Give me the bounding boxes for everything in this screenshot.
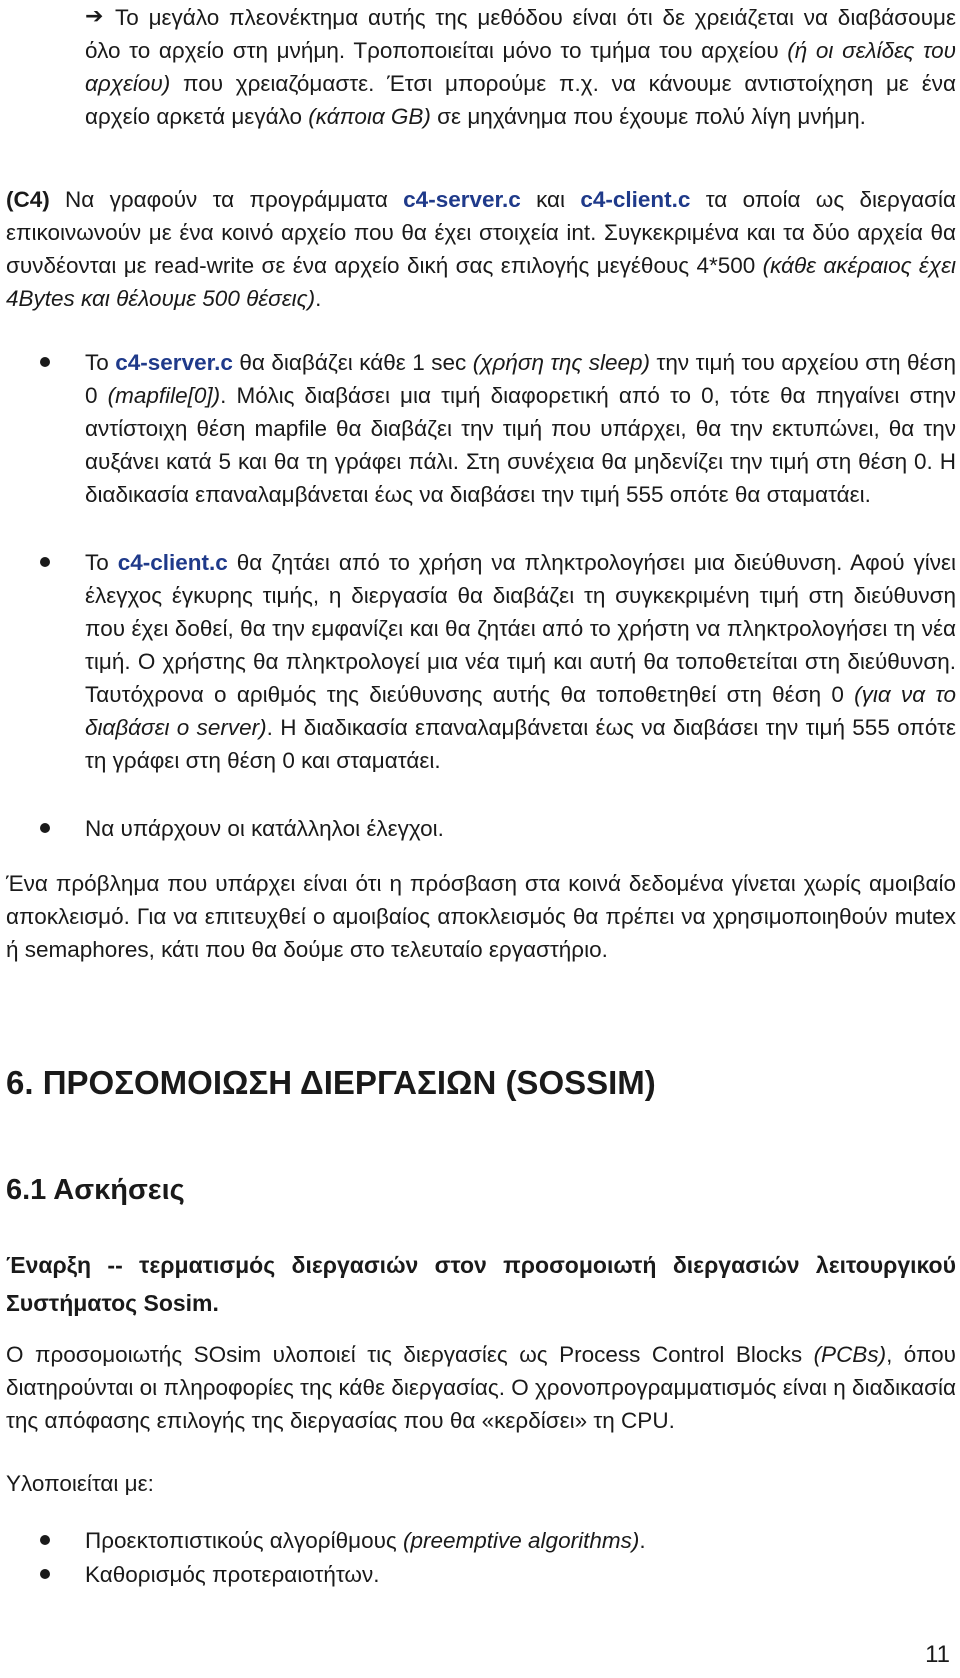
bullet-dot [40, 1569, 50, 1579]
page-number: 11 [925, 1641, 950, 1668]
list-item-preemptive: Προεκτοπιστικούς αλγορίθμους (preemptive algorithms). [85, 1528, 646, 1553]
bullet-dot [40, 823, 50, 833]
list-item-client: Το c4-client.c θα ζητάει από το χρήση να πληκτρολογήσει μια διεύθυνση. Αφού γίνει έλεγχος έγκυρης τιμής, η διεργασία θα διαβάζει τη συγκεκριμένη τιμή στη διεύθυνση που έχει δοθεί, θα την εμφανίζει και θα ζητάει από το χρήστη να πληκτρολογήσει τη νέα τιμή. Ο χρήστης θα πληκτρολογεί μια νέα τιμή και αυτή θα τοποθετείται στη διεύθυνση. Ταυτόχρονα ο αριθμός της διεύθυνσης αυτής θα τοποθετηθεί στη θέση 0 (για να το διαβάσει ο server). Η διαδικασία επαναλαμβάνεται έως να διαβάσει την τιμή 555 οπότε τη γράφει στη θέση 0 και σταματάει. [85, 550, 956, 773]
c4-exercise-paragraph: (C4) Να γραφούν τα προγράμματα c4-server.c και c4-client.c τα οποία ως διεργασία επικοινωνούν με ένα κοινό αρχείο που θα έχει στοιχεία int. Συγκεκριμένα και τα δύο αρχεία θα συνδέονται με read-write σε ένα αρχείο δική σας επιλογής μεγέθους 4*500 (κάθε ακέραιος έχει 4Bytes και θέλουμε 500 θέσεις). [6, 187, 957, 311]
list-item-server: Το c4-server.c θα διαβάζει κάθε 1 sec (χρήση της sleep) την τιμή του αρχείου στη θέση 0 (mapfile[0]). Μόλις διαβάσει μια τιμή διαφορετική από το 0, τότε θα πηγαίνει στην αντίστοιχη θέση mapfile θα διαβάζει την τιμή που υπάρχει, θα την εκτυπώνει, θα την αυξάνει κατά 5 και θα τη γράφει πάλι. Στη συνέχεια θα μηδενίζει την τιμή στη θέση 0. Η διαδικασία επαναλαμβάνεται έως να διαβάσει την τιμή 555 οπότε θα σταματάει. [85, 350, 956, 507]
bullet-dot [40, 557, 50, 567]
mutual-exclusion-paragraph: Ένα πρόβλημα που υπάρχει είναι ότι η πρόσβαση στα κοινά δεδομένα γίνεται χωρίς αμοιβαίο αποκλεισμό. Για να επιτευχθεί ο αμοιβαίος αποκλεισμός θα πρέπει να χρησιμοποιηθούν mutex ή semaphores, κάτι που θα δούμε στο τελευταίο εργαστήριο. [6, 871, 956, 962]
arrow-paragraph [0, 0, 960, 200]
exercise-heading: Έναρξη -- τερματισμός διεργασιών στον προσομοιωτή διεργασιών λειτουργικού Συστήματος Sosim. [6, 1252, 956, 1316]
sosim-paragraph: Ο προσομοιωτής SOsim υλοποιεί τις διεργασίες ως Process Control Blocks (PCBs), όπου διατηρούνται οι πληροφορίες της κάθε διεργασίας. Ο χρονοπρογραμματισμός είναι η διαδικασία της απόφασης επιλογής της διεργασίας που θα «κερδίσει» τη CPU. [6, 1342, 956, 1433]
exercise-label: (C4) [6, 187, 50, 212]
bullet-dot [40, 1535, 50, 1545]
client-filename: c4-client.c [580, 187, 691, 212]
list-item-checks: Να υπάρχουν οι κατάλληλοι έλεγχοι. [85, 816, 444, 841]
server-filename: c4-server.c [403, 187, 521, 212]
arrow-icon: ➔ [85, 3, 104, 28]
arrow-paragraph-text: Το μεγάλο πλεονέκτημα αυτής της μεθόδου είναι ότι δε χρειάζεται να διαβάσουμε όλο το αρχείο στη μνήμη. Τροποποιείται μόνο το τμήμα του αρχείου (ή οι σελίδες του αρχείου) που χρειαζόμαστε. Έτσι μπορούμε π.χ. να κάνουμε αντιστοίχηση με ένα αρχείο αρκετά μεγάλο (κάποια GB) σε μηχάνημα που έχουμε πολύ λίγη μνήμη. [85, 5, 956, 129]
bullet-dot [40, 357, 50, 367]
section-heading: 6. ΠΡΟΣΟΜΟΙΩΣΗ ΔΙΕΡΓΑΣΙΩΝ (SOSSIM) [6, 1064, 656, 1101]
list-item-priorities: Καθορισμός προτεραιοτήτων. [85, 1562, 380, 1587]
subsection-heading: 6.1 Ασκήσεις [6, 1174, 185, 1206]
implemented-with-label: Υλοποιείται με: [6, 1471, 154, 1496]
